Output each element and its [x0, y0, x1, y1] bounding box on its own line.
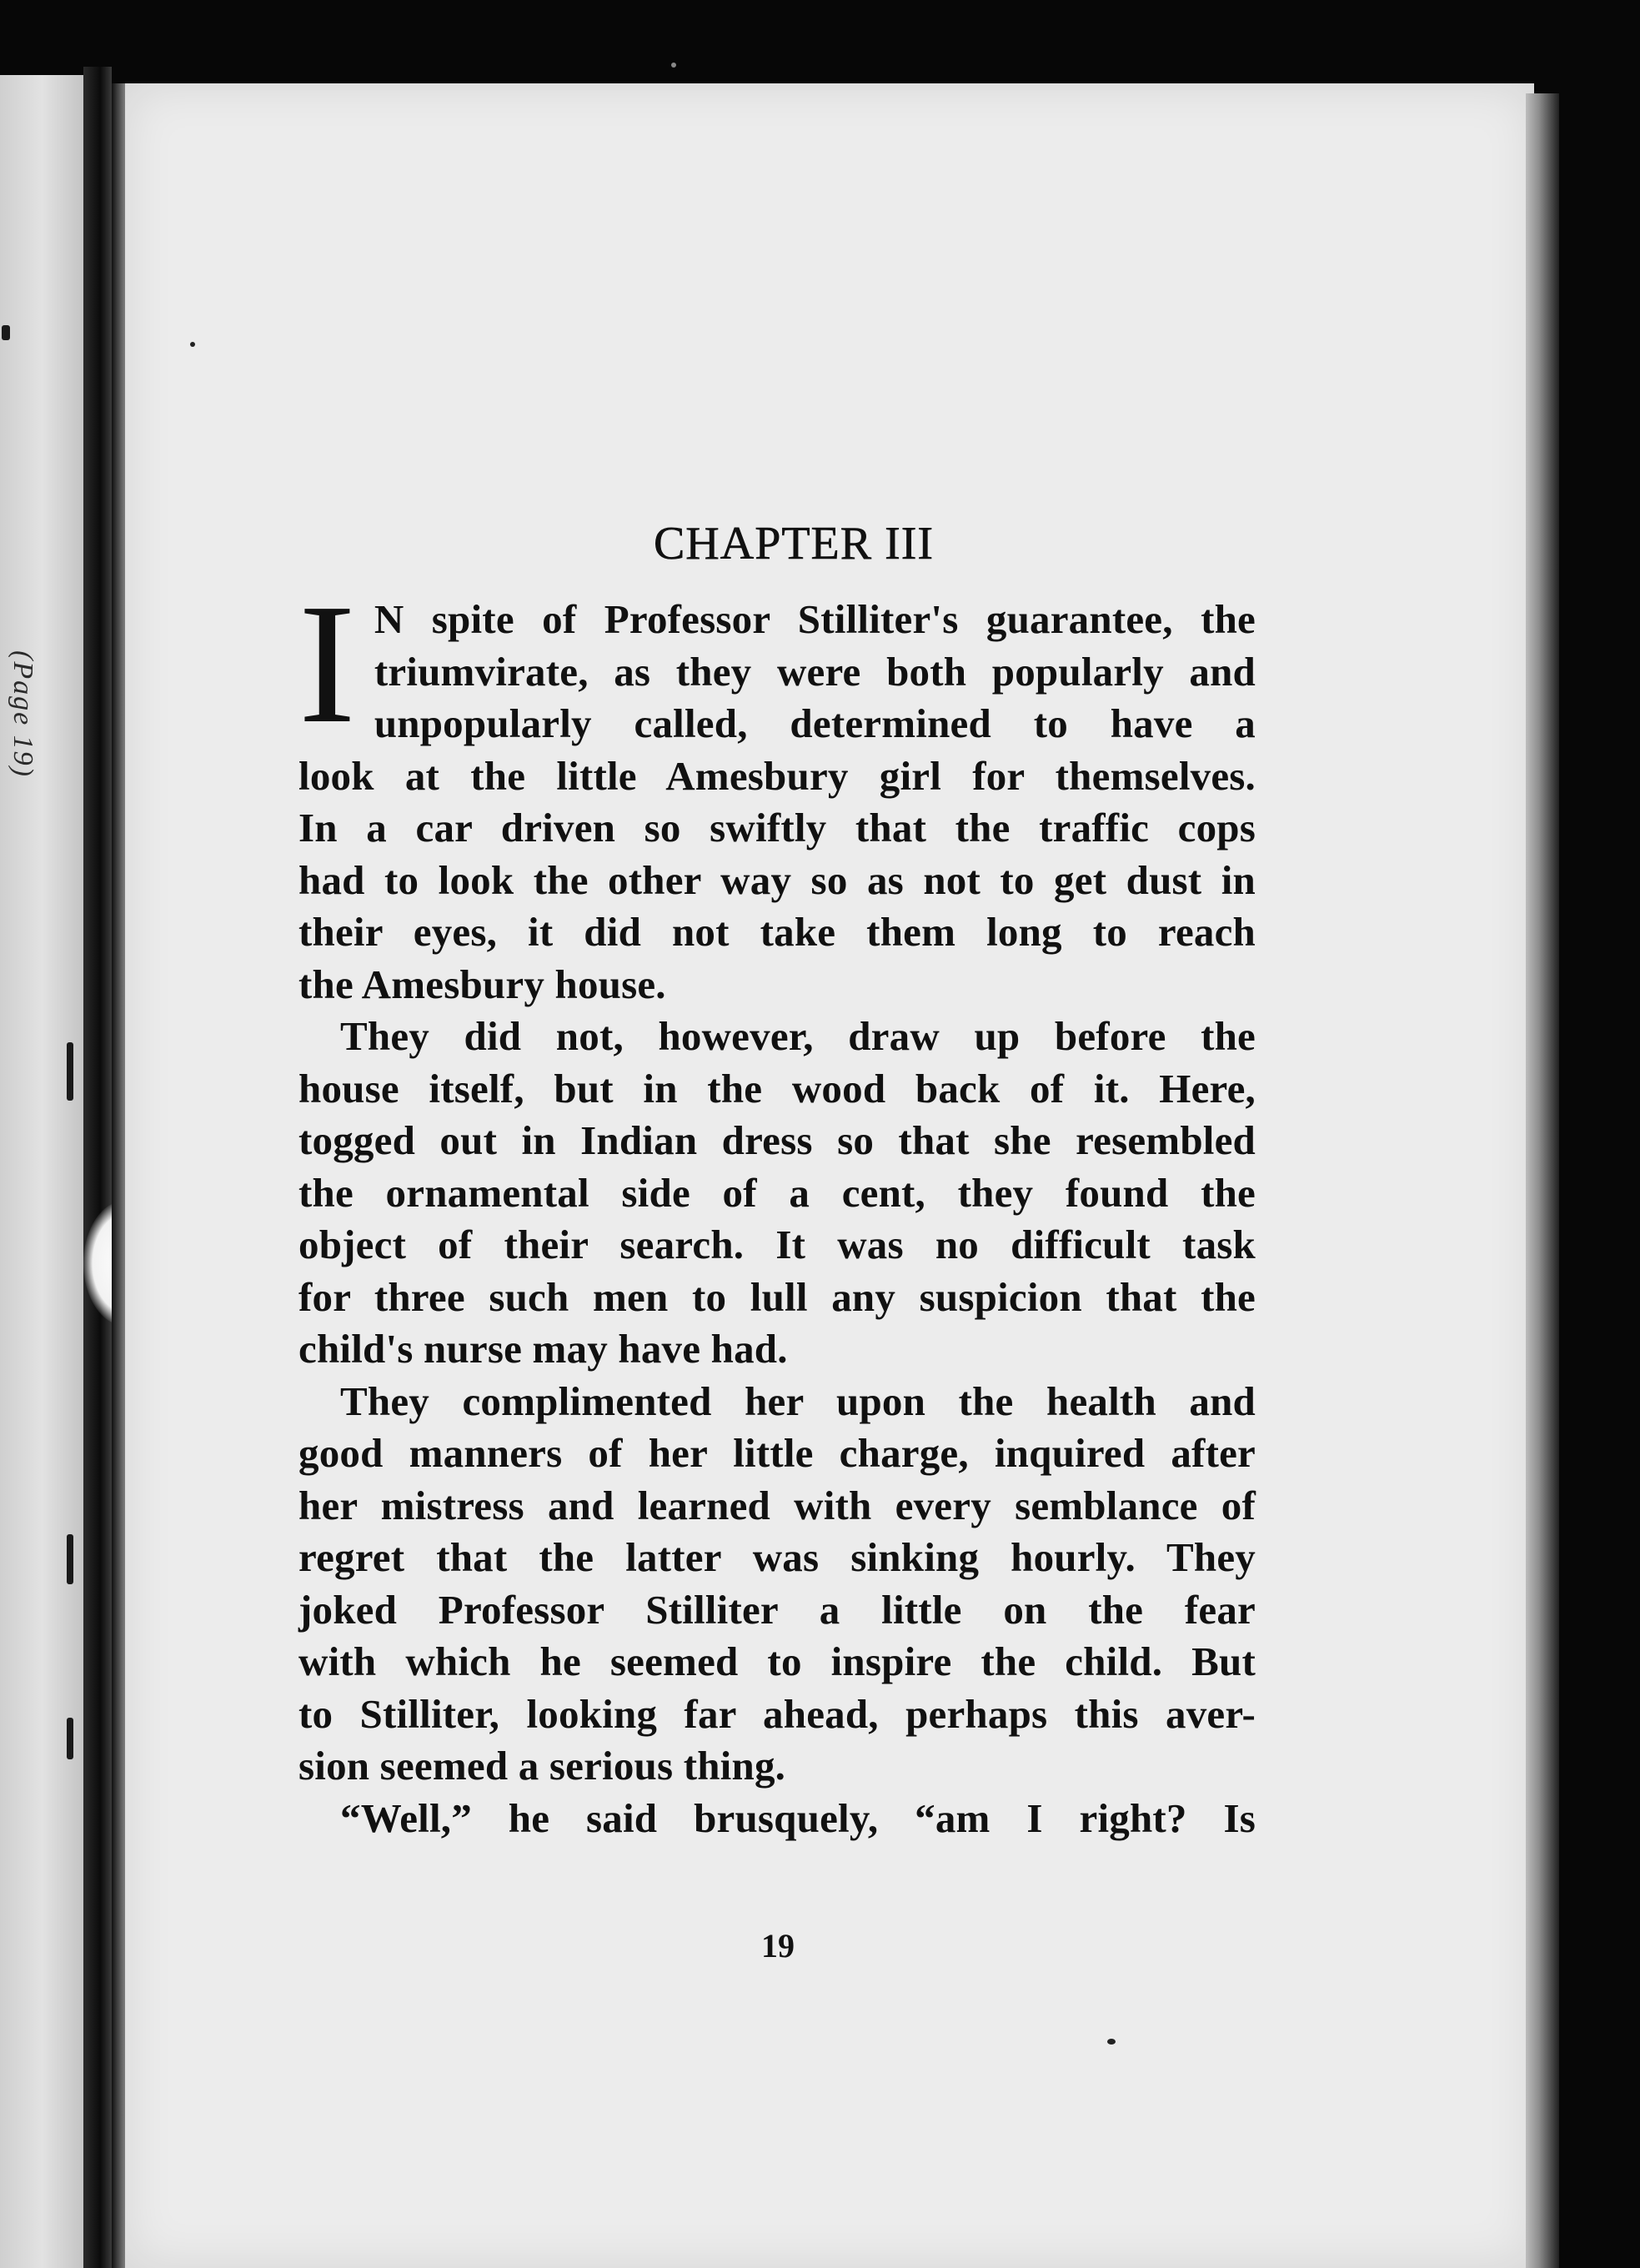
text-line: house itself, but in the wood back of it. Here,: [298, 1065, 1256, 1111]
text-line: [298, 1376, 1256, 1428]
text-line: joked Professor Stilliter a little on the fear: [298, 1586, 1256, 1633]
left-page-ink-mark: [67, 1042, 73, 1101]
text-line: triumvirate, as they were both popularly and: [374, 648, 1256, 695]
paper-speck: [671, 63, 676, 68]
text-line: their eyes, it did not take them long to reach: [298, 909, 1256, 955]
text-line: the ornamental side of a cent, they found the: [298, 1169, 1256, 1216]
text-line: [298, 1011, 1256, 1063]
text-line: sion seemed a serious thing.: [298, 1743, 786, 1789]
text-line: had to look the other way so as not to get dust in: [298, 856, 1256, 903]
text-line: to Stilliter, looking far ahead, perhaps this aver-: [298, 1690, 1256, 1737]
book-gutter: [83, 67, 112, 2268]
text-line: [298, 1793, 1256, 1845]
text-line-content: They did not, however, draw up before the: [340, 1013, 1256, 1059]
paper-speck: [190, 342, 195, 347]
text-line: child's nurse may have had.: [298, 1326, 788, 1372]
chapter-heading: CHAPTER III: [653, 518, 935, 570]
text-line: with which he seemed to inspire the child. But: [298, 1638, 1256, 1684]
text-line: N spite of Professor Stilliter's guarantee, the: [374, 596, 1256, 642]
paper-speck: [1107, 2039, 1116, 2045]
paragraph-1: [298, 568, 1256, 1011]
drop-cap: I: [298, 568, 356, 759]
text-line: the Amesbury house.: [298, 961, 666, 1007]
text-line: look at the little Amesbury girl for themselves.: [298, 752, 1256, 799]
left-page-ink-mark: [67, 1718, 73, 1759]
page-text: [298, 517, 1256, 1844]
paragraph-3: [298, 1376, 1256, 1793]
text-line-content: “Well,” he said brusquely, “am I right? Is: [340, 1794, 1256, 1841]
paragraph-4: [298, 1793, 1256, 1845]
text-line: for three such men to lull any suspicion that the: [298, 1273, 1256, 1320]
text-line: object of their search. It was no difficult task: [298, 1222, 1256, 1267]
left-page-caption-text: (Page 19): [8, 650, 38, 779]
page-number: 19: [761, 1927, 795, 1964]
text-line: unpopularly called, determined to have a: [374, 700, 1256, 746]
text-line: her mistress and learned with every semblance of: [298, 1482, 1256, 1528]
page-right-edge-shadow: [1526, 93, 1559, 2268]
left-page-rotated-caption: [0, 650, 45, 1901]
text-line-content: They complimented her upon the health and: [340, 1377, 1256, 1424]
text-line: regret that the latter was sinking hourly. They: [298, 1534, 1256, 1580]
paragraph-2: [298, 1011, 1256, 1376]
left-page-ink-mark: [2, 325, 10, 340]
text-line: togged out in Indian dress so that she resembled: [298, 1117, 1256, 1163]
text-line: good manners of her little charge, inquired after: [298, 1430, 1256, 1476]
left-page-ink-mark: [67, 1534, 73, 1584]
text-line: In a car driven so swiftly that the traffic cops: [298, 805, 1256, 850]
